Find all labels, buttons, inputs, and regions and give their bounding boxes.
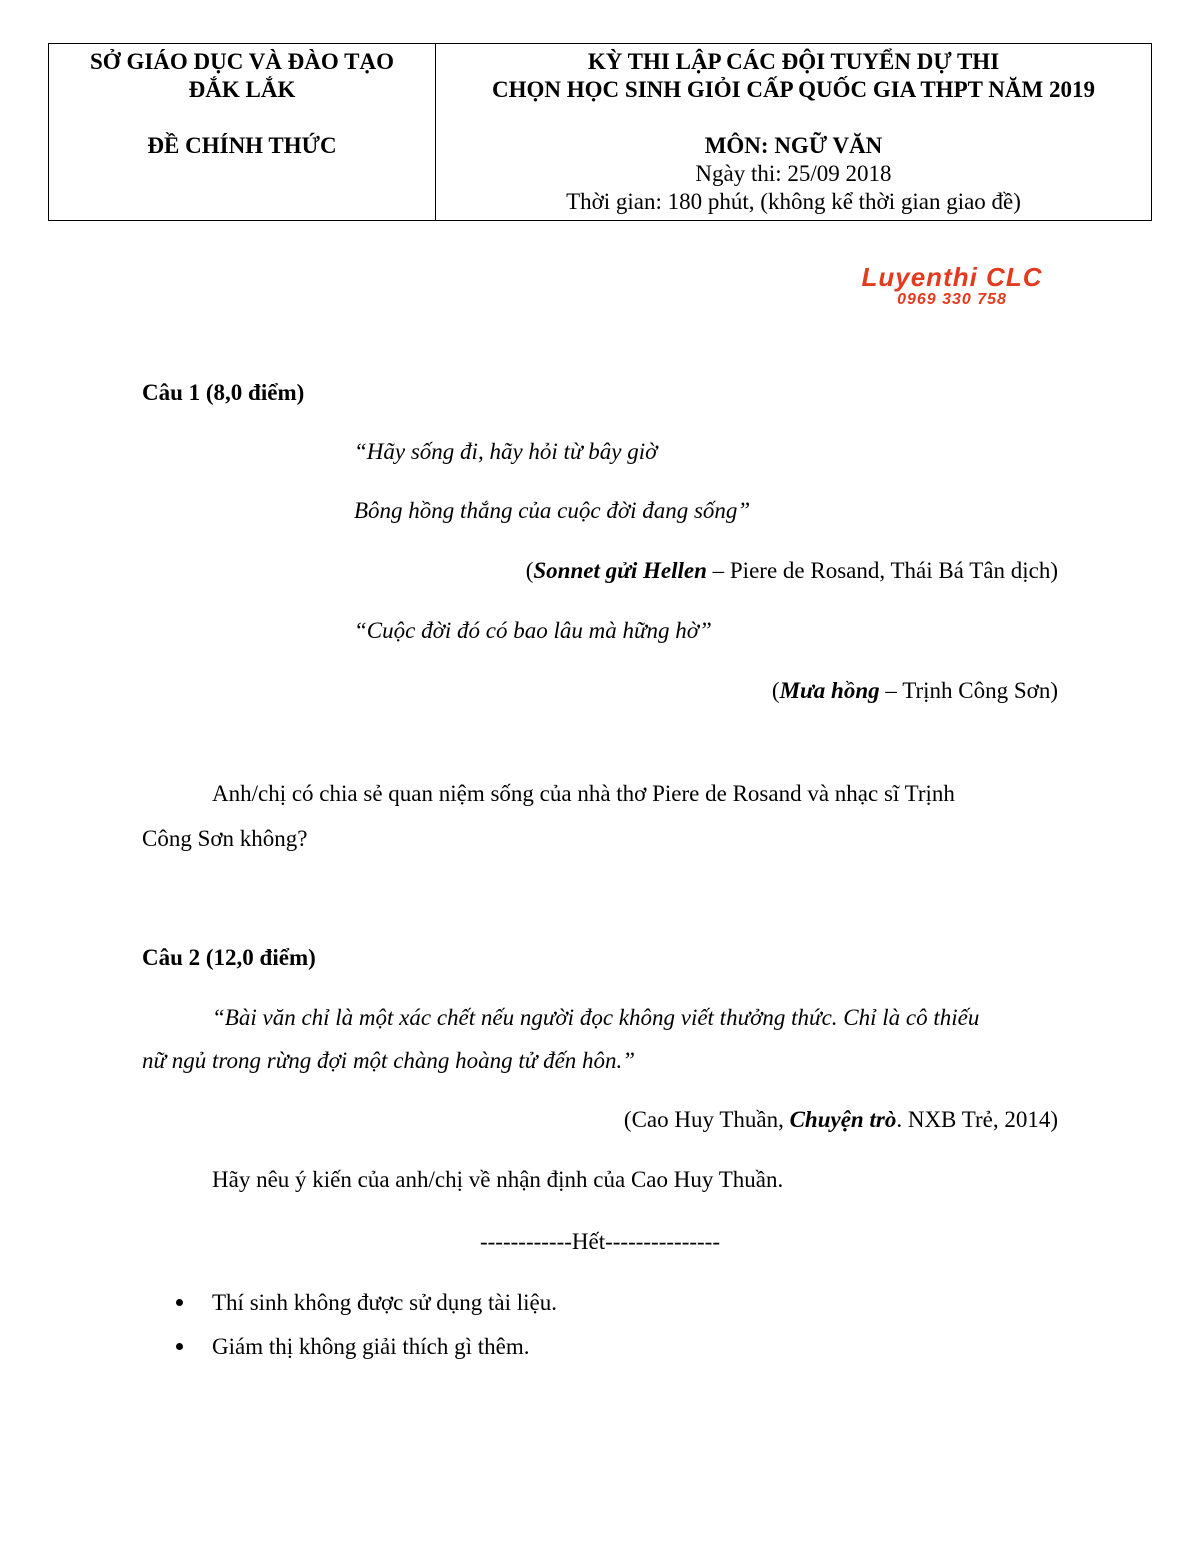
department-name: SỞ GIÁO DỤC VÀ ĐÀO TẠO	[90, 49, 394, 74]
header-left-cell	[49, 44, 436, 220]
question1-prompt-line2: Công Sơn không?	[142, 826, 308, 851]
exam-title-line2: CHỌN HỌC SINH GIỎI CẤP QUỐC GIA THPT NĂM 2019	[492, 77, 1095, 102]
question1-source2: (Mưa hồng – Trịnh Công Sơn)	[771, 678, 1058, 703]
exam-duration: Thời gian: 180 phút, (không kể thời gian giao đề)	[566, 189, 1021, 214]
question1-quote1-line1: “Hãy sống đi, hãy hỏi từ bây giờ	[354, 439, 658, 464]
province-name: ĐẮK LẮK	[188, 77, 296, 102]
question2-heading: Câu 2 (12,0 điểm)	[142, 945, 316, 970]
question1-heading: Câu 1 (8,0 điểm)	[142, 380, 305, 405]
question2-quote-line2: nữ ngủ trong rừng đợi một chàng hoàng tử đến hôn.”	[142, 1048, 636, 1073]
exam-date: Ngày thi: 25/09 2018	[695, 161, 892, 186]
end-marker: ------------Hết---------------	[479, 1229, 720, 1254]
watermark-brand: Luyenthi CLC	[861, 262, 1043, 292]
question1-quote2: “Cuộc đời đó có bao lâu mà hững hờ”	[354, 618, 712, 643]
exam-title-line1: KỲ THI LẬP CÁC ĐỘI TUYỂN DỰ THI	[587, 49, 1000, 74]
question1-quote1-line2: Bông hồng thắng của cuộc đời đang sống”	[354, 498, 751, 523]
exam-subject: MÔN: NGỮ VĂN	[704, 133, 883, 158]
note-item: Giám thị không giải thích gì thêm.	[212, 1334, 530, 1359]
official-status: ĐỀ CHÍNH THỨC	[147, 133, 337, 158]
question2-source: (Cao Huy Thuần, Chuyện trò. NXB Trẻ, 2014)	[623, 1107, 1058, 1132]
source-title: Chuyện trò	[789, 1107, 897, 1132]
question1-source1: (Sonnet gửi Hellen – Piere de Rosand, Thái Bá Tân dịch)	[525, 558, 1058, 583]
source1-title: Sonnet gửi Hellen	[533, 558, 707, 583]
header-table	[48, 43, 1152, 221]
question1-prompt-line1: Anh/chị có chia sẻ quan niệm sống của nhà thơ Piere de Rosand và nhạc sĩ Trịnh	[212, 781, 955, 806]
bullet-icon	[176, 1299, 183, 1306]
source2-title: Mưa hồng	[779, 678, 880, 703]
watermark-logo	[842, 262, 1062, 308]
note-item: Thí sinh không được sử dụng tài liệu.	[212, 1290, 558, 1315]
watermark-phone: 0969 330 758	[897, 291, 1007, 308]
header-right-cell	[436, 44, 1151, 220]
question2-quote-line1: “Bài văn chỉ là một xác chết nếu người đọc không viết thưởng thức. Chỉ là cô thiếu	[212, 1005, 980, 1030]
question2-prompt: Hãy nêu ý kiến của anh/chị về nhận định của Cao Huy Thuần.	[212, 1167, 784, 1192]
bullet-icon	[176, 1343, 183, 1350]
